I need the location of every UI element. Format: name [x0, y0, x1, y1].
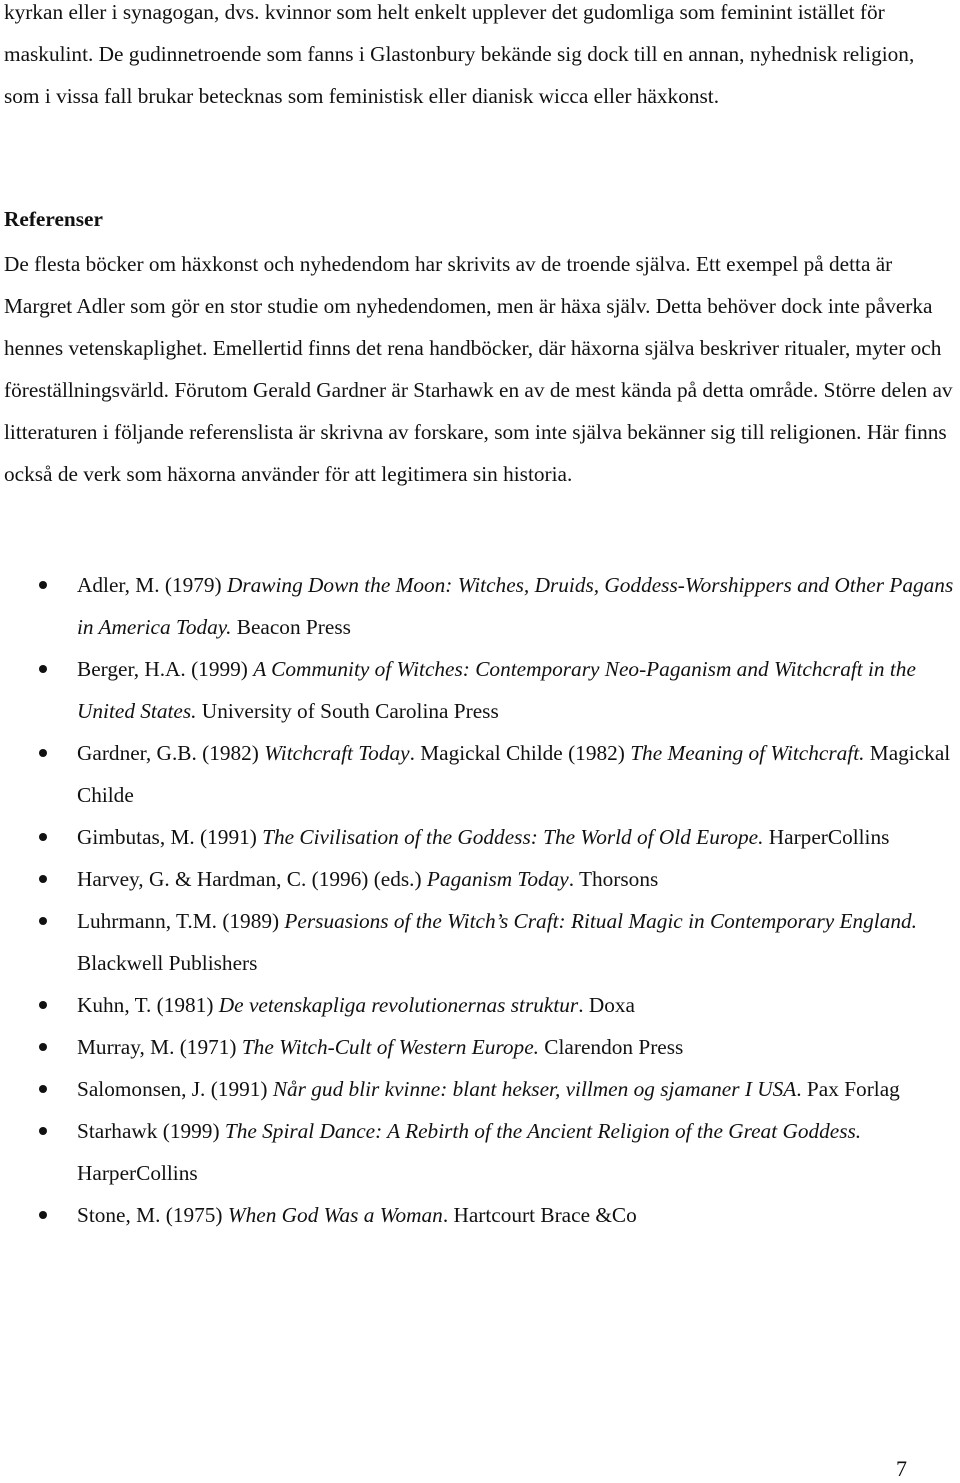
bullet-icon [39, 581, 47, 589]
reference-author-year: Murray, M. (1971) [77, 1035, 242, 1059]
reference-second-title: The Meaning of Witchcraft. [630, 741, 865, 765]
page-number: 7 [896, 1456, 907, 1481]
bullet-icon [39, 665, 47, 673]
reference-author-year: Kuhn, T. (1981) [77, 993, 219, 1017]
reference-title: When God Was a Woman [227, 1203, 443, 1227]
reference-author-year: Starhawk (1999) [77, 1119, 225, 1143]
reference-list [0, 564, 960, 1236]
reference-second-publisher: Magickal Childe [77, 741, 951, 807]
reference-author-year: Berger, H.A. (1999) [77, 657, 254, 681]
reference-item [0, 648, 954, 732]
bullet-icon [39, 749, 47, 757]
reference-item [0, 1026, 954, 1068]
reference-publisher: . Pax Forlag [796, 1077, 900, 1101]
reference-item [0, 984, 954, 1026]
reference-title: De vetenskapliga revolutionernas struktur [218, 993, 579, 1017]
reference-publisher: . Doxa [578, 993, 635, 1017]
reference-author-year: Gimbutas, M. (1991) [77, 825, 263, 849]
reference-title: A Community of Witches: Contemporary Neo-Paganism and Witchcraft in the United States. [77, 657, 916, 723]
reference-publisher: University of South Carolina Press [196, 699, 499, 723]
reference-author-year: Stone, M. (1975) [77, 1203, 228, 1227]
reference-title: Witchcraft Today [264, 741, 410, 765]
section-heading: Referenser [4, 207, 103, 231]
reference-author-year: Gardner, G.B. (1982) [77, 741, 265, 765]
reference-title: The Witch-Cult of Western Europe. [241, 1035, 539, 1059]
reference-item [0, 1194, 954, 1236]
reference-publisher: . Thorsons [568, 867, 659, 891]
reference-author-year: Luhrmann, T.M. (1989) [77, 909, 285, 933]
reference-publisher: Blackwell Publishers [77, 951, 258, 975]
reference-title: The Spiral Dance: A Rebirth of the Ancient Religion of the Great Goddess. [224, 1119, 862, 1143]
reference-item [0, 1110, 954, 1194]
reference-publisher: . Hartcourt Brace &Co [442, 1203, 637, 1227]
bullet-icon [39, 1043, 47, 1051]
bullet-icon [39, 917, 47, 925]
intro-paragraph: kyrkan eller i synagogan, dvs. kvinnor som helt enkelt upplever det gudomliga som feminint istället för maskulint. De gudinnetroende som fanns i Glastonbury bekände sig dock till en annan, nyhednisk religion, som i vissa fall brukar betecknas som feministisk eller dianisk wicca eller häxkonst. [4, 0, 915, 108]
reference-publisher: . Magickal Childe (1982) [409, 741, 631, 765]
reference-author-year: Harvey, G. & Hardman, C. (1996) (eds.) [77, 867, 427, 891]
reference-title: The Civilisation of the Goddess: The World of Old Europe. [262, 825, 764, 849]
reference-author-year: Adler, M. (1979) [77, 573, 227, 597]
section-body-paragraph: De flesta böcker om häxkonst och nyhedendom har skrivits av de troende själva. Ett exempel på detta är Margret Adler som gör en stor studie om nyhedendomen, men är häxa själv. Detta behöver dock inte påverka hennes vetenskaplighet. Emellertid finns det rena handböcker, där häxorna själva beskriver ritualer, myter och föreställningsvärld. Förutom Gerald Gardner är Starhawk en av de mest kända på detta område. Större delen av litteraturen i följande referenslista är skrivna av forskare, som inte själva bekänner sig till religionen. Här finns också de verk som häxorna använder för att legitimera sin historia. [4, 252, 953, 486]
reference-title: Drawing Down the Moon: Witches, Druids, Goddess-Worshippers and Other Pagans in America Today. [77, 573, 954, 639]
reference-publisher: Clarendon Press [538, 1035, 684, 1059]
bullet-icon [39, 1001, 47, 1009]
reference-item [0, 900, 954, 984]
reference-title: Når gud blir kvinne: blant hekser, villmen og sjamaner I USA [272, 1077, 797, 1101]
bullet-icon [39, 875, 47, 883]
bullet-icon [39, 833, 47, 841]
bullet-icon [39, 1085, 47, 1093]
bullet-icon [39, 1211, 47, 1219]
reference-item [0, 1068, 954, 1110]
reference-item [0, 858, 954, 900]
reference-item [0, 564, 954, 648]
reference-publisher: Beacon Press [231, 615, 351, 639]
reference-title: Persuasions of the Witch’s Craft: Ritual Magic in Contemporary England. [284, 909, 917, 933]
reference-item [0, 732, 954, 816]
reference-publisher: HarperCollins [763, 825, 890, 849]
bullet-icon [39, 1127, 47, 1135]
reference-title: Paganism Today [426, 867, 569, 891]
reference-author-year: Salomonsen, J. (1991) [77, 1077, 273, 1101]
reference-publisher: HarperCollins [77, 1161, 198, 1185]
reference-item [0, 816, 954, 858]
